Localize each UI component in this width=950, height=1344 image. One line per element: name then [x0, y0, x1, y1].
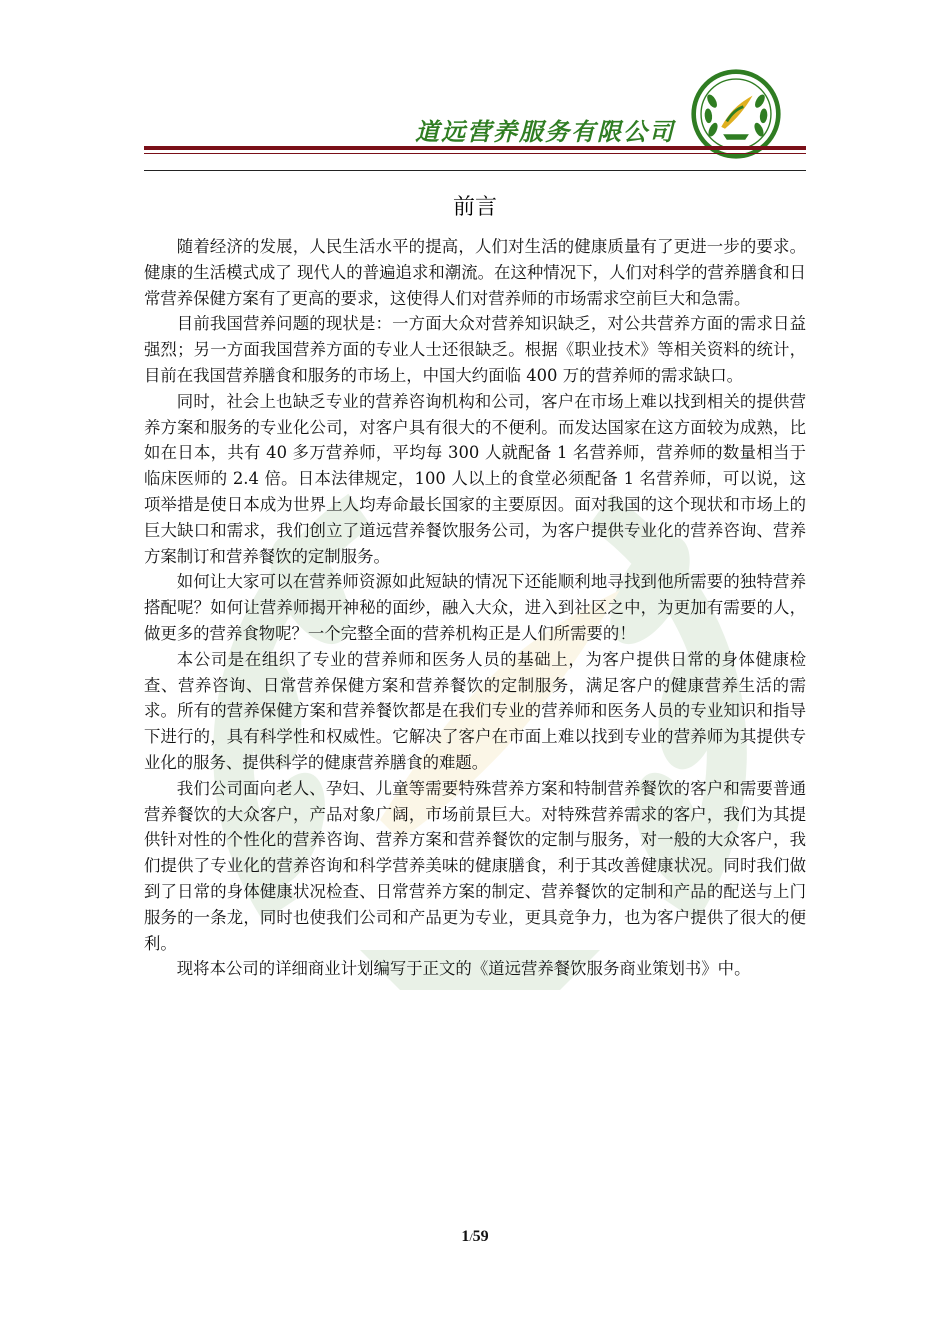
- paragraph: 如何让大家可以在营养师资源如此短缺的情况下还能顺利地寻找到他所需要的独特营养搭配呢？如何让营养师揭开神秘的面纱，融入大众，进入到社区之中，为更加有需要的人，做更多的营养食物呢？一个完整全面的营养机构正是人们所需要的！: [144, 572, 806, 643]
- page-separator: /: [469, 1230, 473, 1244]
- page-header: [0, 0, 950, 180]
- header-rule-bottom: [144, 170, 806, 171]
- paragraph: 随着经济的发展，人民生活水平的提高，人们对生活的健康质量有了更进一步的要求。健康的生活模式成了 现代人的普遍追求和潮流。在这种情况下，人们对科学的营养膳食和日常营养保健方案有了更高的要求，这使得人们对营养师的市场需求空前巨大和急需。: [144, 237, 806, 308]
- total-pages: 59: [472, 1228, 489, 1245]
- paragraph: 目前我国营养问题的现状是：一方面大众对营养知识缺乏，对公共营养方面的需求日益强烈；另一方面我国营养方面的专业人士还很缺乏。根据《职业技术》等相关资料的统计，目前在我国营养膳食和服务的市场上，中国大约面临 400 万的营养师的需求缺口。: [144, 314, 806, 385]
- paragraph: 本公司是在组织了专业的营养师和医务人员的基础上，为客户提供日常的身体健康检查、营养咨询、日常营养保健方案和营养餐饮的定制服务，满足客户的健康营养生活的需求。所有的营养保健方案和营养餐饮都是在我们专业的营养师和医务人员的专业知识和指导下进行的，具有科学性和权威性。它解决了客户在市面上难以找到专业的营养师为其提供专业化的服务、提供科学的健康营养膳食的难题。: [144, 649, 806, 772]
- header-rule-thick: [144, 146, 806, 150]
- current-page: 1: [461, 1228, 470, 1245]
- header-rule-thin: [144, 153, 806, 154]
- document-body: [144, 234, 806, 982]
- page-number: [0, 1228, 950, 1246]
- page-title: 前言: [452, 195, 497, 220]
- company-name: 道远营养服务有限公司: [415, 118, 675, 146]
- paragraph: 我们公司面向老人、孕妇、儿童等需要特殊营养方案和特制营养餐饮的客户和需要普通营养餐饮的大众客户，产品对象广阔，市场前景巨大。对特殊营养需求的客户，我们为其提供针对性的个性化的营养咨询、营养方案和营养餐饮的定制与服务，对一般的大众客户，我们提供了专业化的营养咨询和科学营养美味的健康膳食，利于其改善健康状况。同时我们做到了日常的身体健康状况检查、日常营养方案的制定、营养餐饮的定制和产品的配送与上门服务的一条龙，同时也使我们公司和产品更为专业，更具竞争力，也为客户提供了很大的便利。: [144, 778, 806, 953]
- paragraph: 同时，社会上也缺乏专业的营养咨询机构和公司，客户在市场上难以找到相关的提供营养方案和服务的专业化公司，对客户具有很大的不便利。而发达国家在这方面较为成熟，比如在日本，共有 40 多万营养师，平均每 300 人就配备 1 名营养师，营养师的数量相当于临床医师的 2.4 倍。日本法律规定，100 人以上的食堂必须配备 1 名营养师，可以说，这项举措是使日本成为世界上人均寿命最长国家的主要原因。面对我国的这个现状和市场上的巨大缺口和需求，我们创立了道远营养餐饮服务公司，为客户提供专业化的营养咨询、营养方案制订和营养餐饮的定制服务。: [144, 391, 806, 566]
- paragraph: 现将本公司的详细商业计划编写于正文的《道远营养餐饮服务商业策划书》中。: [176, 959, 751, 979]
